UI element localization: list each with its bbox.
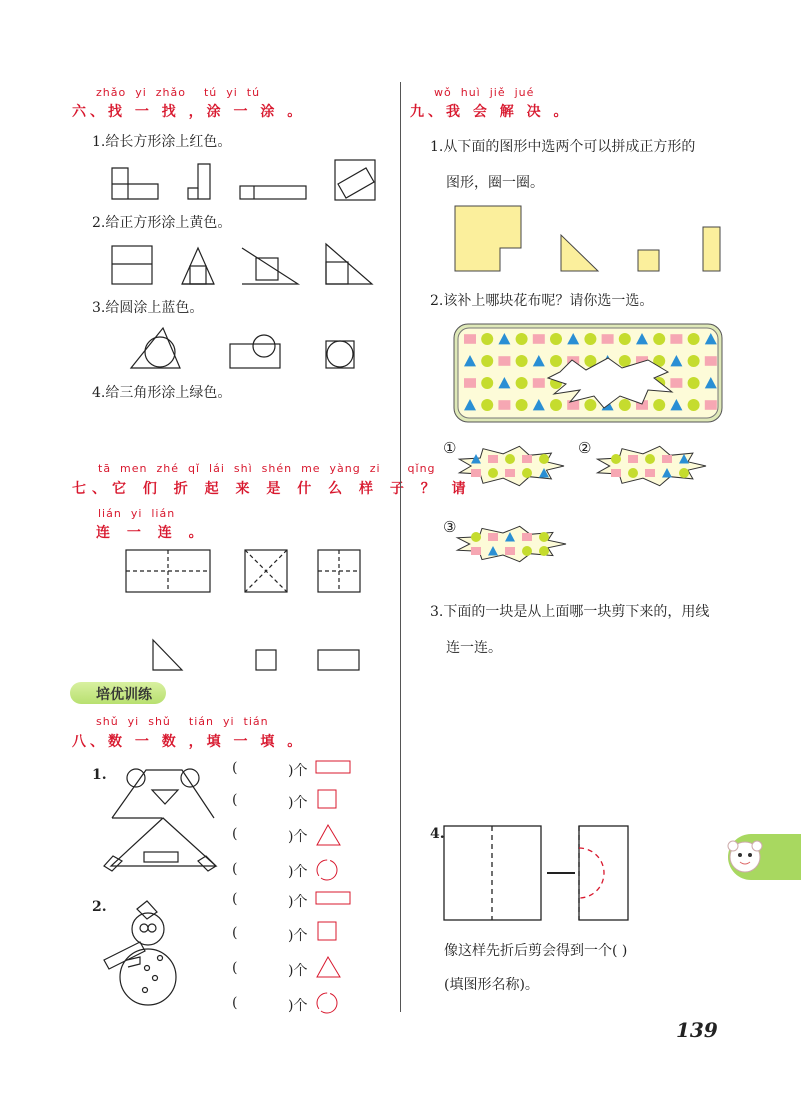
- fabric-panel: [454, 324, 722, 422]
- sec6-q2: 2.给正方形涂上黄色。: [92, 215, 232, 231]
- fabric-square-motif: [464, 378, 476, 388]
- rectangle-icon: [316, 892, 350, 904]
- circle-icon: [317, 993, 337, 1013]
- shape-tall-l[interactable]: [188, 164, 210, 199]
- fill-count-label[interactable]: )个: [288, 963, 308, 979]
- sec8-item-1: 1.: [92, 767, 107, 783]
- sec9-q2: 2.该补上哪块花布呢？请你选一选。: [430, 293, 654, 309]
- fill-open: (: [232, 891, 238, 907]
- fabric-square-motif: [498, 356, 510, 366]
- fabric-dot-motif: [481, 355, 493, 367]
- fabric-dot-motif: [539, 546, 549, 556]
- triangle-icon: [317, 825, 340, 845]
- fabric-option-3: [457, 526, 566, 561]
- sec9-q1-line1: 1.从下面的图形中选两个可以拼成正方形的: [430, 139, 696, 155]
- fabric-dot-motif: [471, 532, 481, 542]
- fabric-dot-motif: [688, 333, 700, 345]
- fabric-dot-motif: [505, 454, 515, 464]
- sec9-q3-line2: 连一连。: [446, 640, 502, 656]
- training-badge-label: 培优训练: [96, 687, 152, 703]
- fabric-dot-motif: [516, 333, 528, 345]
- fabric-dot-motif: [645, 454, 655, 464]
- result-square[interactable]: [256, 650, 276, 670]
- q4-figures: [444, 826, 628, 920]
- fabric-square-motif: [645, 469, 655, 477]
- fabric-square-motif: [628, 455, 638, 463]
- fabric-dot-motif: [516, 399, 528, 411]
- fabric-dot-motif: [584, 333, 596, 345]
- fabric-square-motif: [602, 334, 614, 344]
- shape-house[interactable]: [182, 248, 214, 284]
- option-3-label[interactable]: ③: [443, 518, 457, 536]
- fabric-square-motif: [505, 547, 515, 555]
- yellow-triangle[interactable]: [561, 235, 598, 271]
- shape-triangle-circle[interactable]: [131, 328, 180, 368]
- shape-square-divided[interactable]: [112, 246, 152, 284]
- fabric-dot-motif: [481, 333, 493, 345]
- sec7-pinyin-1: tā men zhé qǐ lái shì shén me yàng zi qǐng: [98, 462, 436, 475]
- fabric-square-motif: [505, 469, 515, 477]
- yellow-small-square[interactable]: [638, 250, 659, 271]
- fabric-dot-motif: [539, 532, 549, 542]
- fabric-square-motif: [670, 334, 682, 344]
- fabric-square-motif: [471, 469, 481, 477]
- fabric-square-motif: [533, 378, 545, 388]
- fabric-dot-motif: [619, 333, 631, 345]
- fabric-dot-motif: [550, 333, 562, 345]
- sec8-item-2: 2.: [92, 899, 107, 915]
- fabric-dot-motif: [679, 468, 689, 478]
- square-icon: [318, 790, 336, 808]
- fold-square-cross[interactable]: [318, 550, 360, 592]
- sec7-pinyin-2: lián yi lián: [98, 507, 176, 520]
- fabric-dot-motif: [619, 399, 631, 411]
- figure-snowman-shapes: [104, 901, 176, 1005]
- fabric-option-2: [597, 446, 706, 485]
- fill-open: (: [232, 925, 238, 941]
- fabric-square-motif: [488, 533, 498, 541]
- sec6-pinyin: zhǎo yi zhǎo tú yi tú: [96, 86, 261, 99]
- fill-count-label[interactable]: )个: [288, 864, 308, 880]
- shape-long-rects[interactable]: [240, 186, 306, 199]
- sec6-title: 六、找 一 找 ，涂 一 涂 。: [72, 104, 306, 120]
- fill-count-label[interactable]: )个: [288, 795, 308, 811]
- fabric-dot-motif: [550, 355, 562, 367]
- fabric-option-1: [459, 446, 564, 485]
- sec9-q4-line1: 像这样先折后剪会得到一个( ): [444, 943, 628, 959]
- fabric-square-motif: [705, 356, 717, 366]
- fill-open: (: [232, 760, 238, 776]
- sec6-q3: 3.给圆涂上蓝色。: [92, 300, 204, 316]
- fabric-dot-motif: [550, 399, 562, 411]
- result-triangle[interactable]: [153, 640, 182, 670]
- fabric-dot-motif: [488, 468, 498, 478]
- fabric-square-motif: [488, 455, 498, 463]
- shape-triangle-squares[interactable]: [242, 248, 298, 284]
- triangle-icon: [317, 957, 340, 977]
- sec8-title: 八、数 一 数 ，填 一 填 。: [72, 734, 306, 750]
- fill-open: (: [232, 960, 238, 976]
- circle-icon: [317, 860, 337, 880]
- sec9-q1-line2: 图形，圈一圈。: [446, 175, 544, 191]
- sec9-pinyin: wǒ huì jiě jué: [434, 86, 535, 99]
- sec9-q4-label: 4.: [430, 826, 445, 842]
- sec7-title-2: 连 一 连 。: [96, 525, 209, 541]
- fabric-dot-motif: [522, 546, 532, 556]
- fabric-square-motif: [464, 334, 476, 344]
- sec6-q1: 1.给长方形涂上红色。: [92, 134, 232, 150]
- fabric-square-motif: [662, 455, 672, 463]
- sec7-title-1: 七、它 们 折 起 来 是 什 么 样 子 ？ 请: [72, 481, 472, 497]
- fabric-dot-motif: [619, 355, 631, 367]
- sheep-icon: [728, 841, 762, 872]
- fabric-square-motif: [498, 400, 510, 410]
- shape-right-triangle-square[interactable]: [326, 244, 372, 284]
- fabric-square-motif: [522, 455, 532, 463]
- fill-count-label[interactable]: )个: [288, 928, 308, 944]
- fabric-square-motif: [471, 547, 481, 555]
- fold-rectangle[interactable]: [126, 550, 210, 592]
- yellow-l-shape[interactable]: [455, 206, 521, 271]
- shape-square-circle[interactable]: [326, 341, 354, 368]
- fill-count-label[interactable]: )个: [288, 894, 308, 910]
- result-rectangle[interactable]: [318, 650, 359, 670]
- shape-l-rectangles[interactable]: [112, 168, 158, 199]
- fabric-dot-motif: [584, 399, 596, 411]
- fabric-dot-motif: [516, 355, 528, 367]
- fabric-square-motif: [705, 400, 717, 410]
- fill-open: (: [232, 861, 238, 877]
- fabric-square-motif: [611, 469, 621, 477]
- fabric-dot-motif: [653, 399, 665, 411]
- figure-bear-shapes: [104, 769, 216, 871]
- fill-count-label[interactable]: )个: [288, 829, 308, 845]
- fabric-square-motif: [522, 533, 532, 541]
- yellow-tall-rectangle[interactable]: [703, 227, 720, 271]
- fabric-dot-motif: [539, 454, 549, 464]
- fill-count-label[interactable]: )个: [288, 998, 308, 1014]
- sec9-title: 九、我 会 解 决 。: [410, 104, 572, 120]
- fabric-dot-motif: [688, 355, 700, 367]
- option-2-label[interactable]: ②: [578, 439, 592, 457]
- fabric-dot-motif: [522, 468, 532, 478]
- page-number: 139: [676, 1018, 718, 1042]
- fabric-options[interactable]: [457, 446, 706, 561]
- fabric-dot-motif: [481, 377, 493, 389]
- sec9-q4-line2: (填图形名称)。: [444, 977, 539, 993]
- fabric-dot-motif: [481, 399, 493, 411]
- fill-open: (: [232, 826, 238, 842]
- fill-open: (: [232, 792, 238, 808]
- fabric-square-motif: [533, 334, 545, 344]
- sec9-q3-line1: 3.下面的一块是从上面哪一块剪下来的，用线: [430, 604, 710, 620]
- fabric-dot-motif: [628, 468, 638, 478]
- fold-square-diagonals[interactable]: [245, 550, 287, 592]
- sec8-pinyin: shǔ yi shǔ tián yi tián: [96, 715, 269, 728]
- fabric-dot-motif: [653, 333, 665, 345]
- sec6-q4: 4.给三角形涂上绿色。: [92, 385, 232, 401]
- option-1-label[interactable]: ①: [443, 439, 457, 457]
- fabric-dot-motif: [688, 399, 700, 411]
- fill-shapes: [316, 761, 350, 1013]
- fabric-dot-motif: [516, 377, 528, 389]
- shape-square-rotated-rect[interactable]: [335, 160, 375, 200]
- fabric-dot-motif: [611, 454, 621, 464]
- square-icon: [318, 922, 336, 940]
- fill-count-label[interactable]: )个: [288, 763, 308, 779]
- rectangle-icon: [316, 761, 350, 773]
- fabric-square-motif: [670, 378, 682, 388]
- fabric-dot-motif: [688, 377, 700, 389]
- shape-rect-circle[interactable]: [230, 335, 280, 368]
- fill-open: (: [232, 995, 238, 1011]
